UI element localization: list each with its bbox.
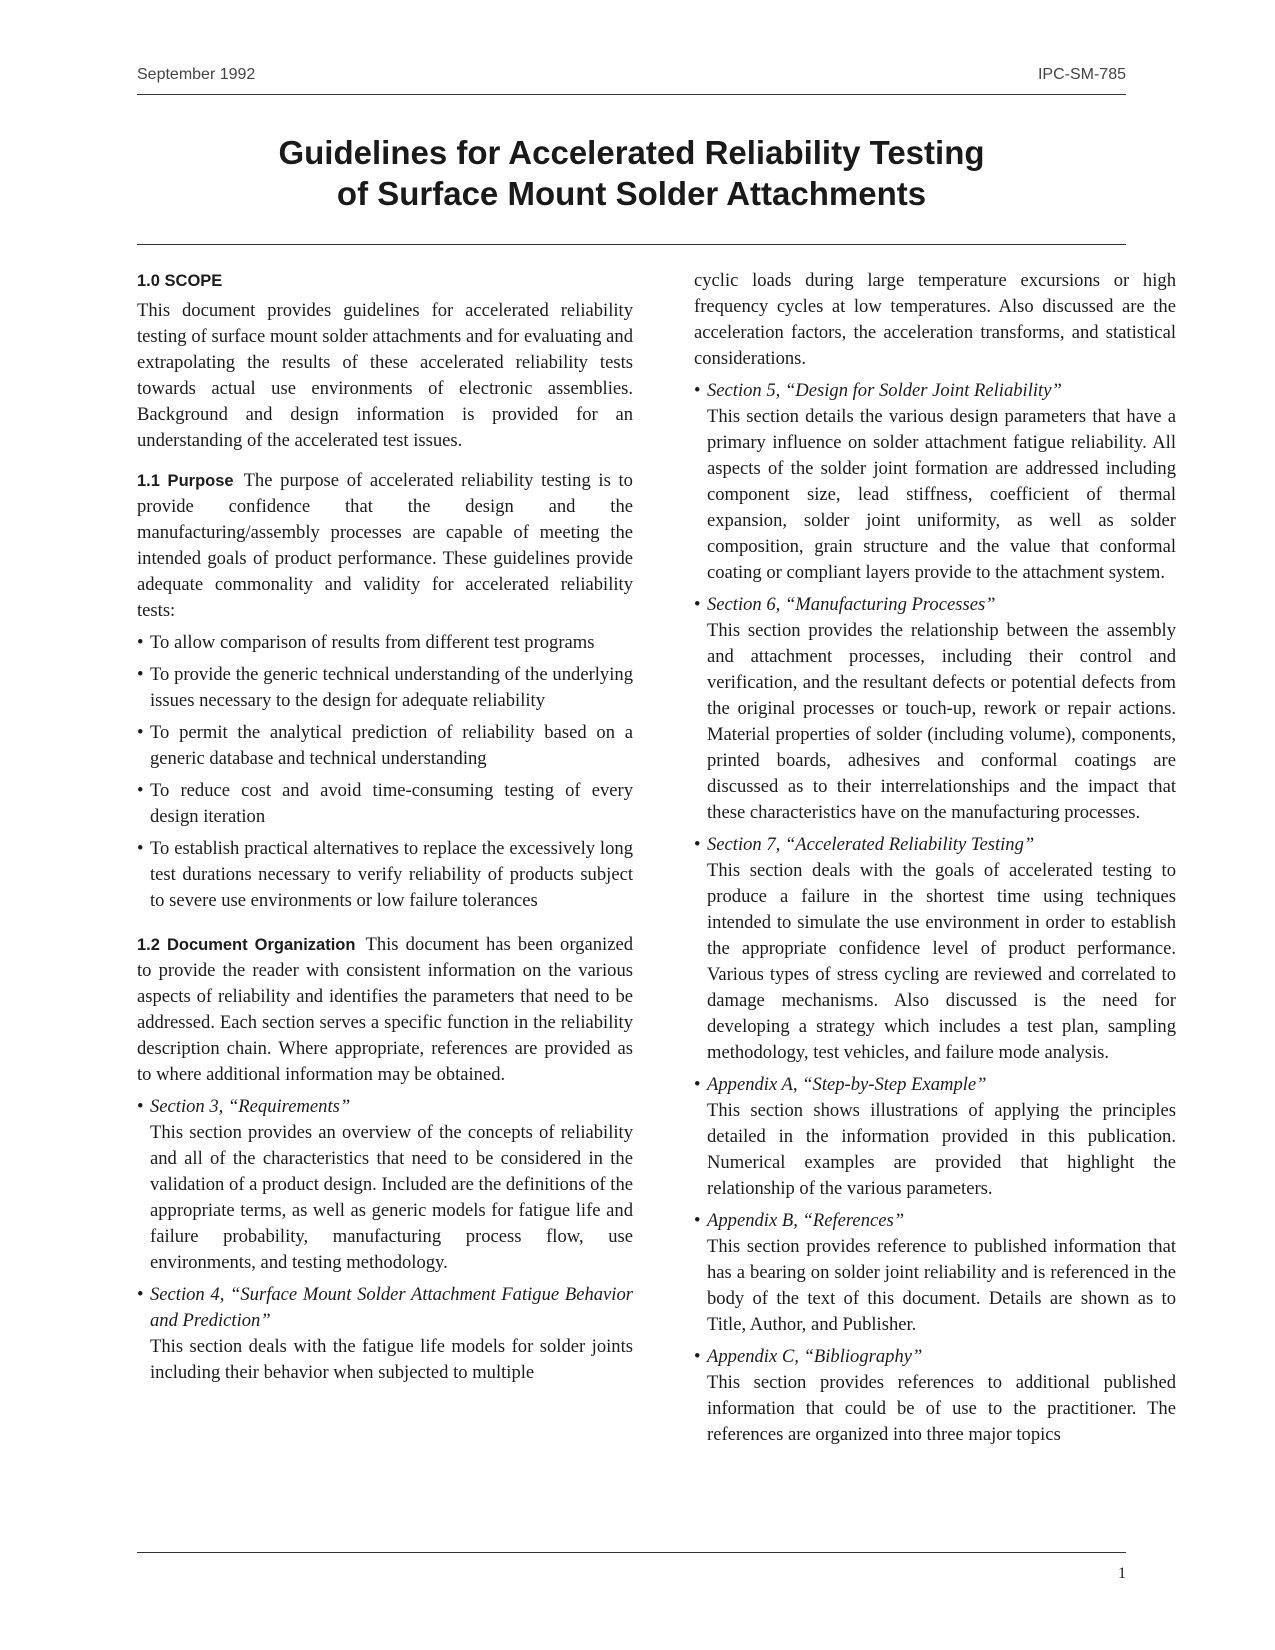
header-doc-id: IPC-SM-785 bbox=[1037, 66, 1126, 83]
section-item-body: This section deals with the fatigue life models for solder joints including their behavior when subjected to multiple bbox=[150, 1336, 633, 1383]
section-item bbox=[694, 592, 1176, 826]
section-item-title: • Section 7, “Accelerated Reliability Testing” bbox=[707, 834, 1035, 855]
right-column bbox=[694, 268, 1176, 1454]
section-item-body: This section shows illustrations of applying the principles detailed in the information provided in this publication. Numerical examples are provided that highlight the relationship of the various parameters. bbox=[707, 1100, 1176, 1199]
header-date: September 1992 bbox=[137, 66, 256, 83]
left-column bbox=[137, 268, 633, 1392]
section-item-title: • Section 3, “Requirements” bbox=[150, 1096, 351, 1117]
organization-body: This document has been organized to provide the reader with consistent information on the various aspects of reliability and identifies the parameters that need to be addressed. Each section serves a specific function in the reliability description chain. Where appropriate, references are provided as to where additional information may be obtained. bbox=[137, 934, 633, 1085]
organization-heading: 1.2 Document Organization bbox=[137, 936, 356, 954]
scope-heading: 1.0 SCOPE bbox=[137, 272, 223, 290]
page-header bbox=[137, 62, 1126, 95]
organization-paragraph bbox=[137, 932, 633, 1088]
section-item-title: • Section 6, “Manufacturing Processes” bbox=[707, 594, 996, 615]
section-item-body: This section provides references to additional published information that could be of use to the practitioner. The references are organized into three major topics bbox=[707, 1372, 1176, 1445]
section-item-body: This section deals with the goals of accelerated testing to produce a failure in the shortest time using techniques intended to simulate the use environment in order to establish the appropriate confidence level of product performance. Various types of stress cycling are reviewed and correlated to damage mechanisms. Also discussed is the need for developing a strategy which includes a test plan, sampling methodology, test vehicles, and failure mode analysis. bbox=[707, 860, 1176, 1063]
section-item-title: • Appendix A, “Step-by-Step Example” bbox=[707, 1074, 987, 1095]
section-item bbox=[694, 1344, 1176, 1448]
section-item bbox=[137, 1282, 633, 1386]
purpose-bullet: • To allow comparison of results from different test programs bbox=[137, 630, 633, 656]
section-item-body: This section provides reference to published information that has a bearing on solder joint reliability and is referenced in the body of the text of this document. Details are shown as to Title, Author, and Publisher. bbox=[707, 1236, 1176, 1335]
purpose-body: The purpose of accelerated reliability testing is to provide confidence that the design and the manufacturing/assembly processes are capable of meeting the intended goals of product performance. These guidelines provide adequate commonality and validity for accelerated reliability tests: bbox=[137, 470, 633, 621]
section-item-title: • Appendix C, “Bibliography” bbox=[707, 1346, 923, 1367]
document-title bbox=[137, 132, 1126, 245]
page-footer bbox=[137, 1552, 1126, 1601]
scope-body: This document provides guidelines for accelerated reliability testing of surface mount solder attachments and for evaluating and extrapolating the results of these accelerated reliability tests towards actual use environments of electronic assemblies. Background and design information is provided for an understanding of the accelerated test issues. bbox=[137, 300, 633, 451]
section-list-right bbox=[694, 378, 1176, 1448]
purpose-bullet: • To permit the analytical prediction of reliability based on a generic database and technical understanding bbox=[137, 720, 633, 772]
purpose-bullet: • To provide the generic technical understanding of the underlying issues necessary to the design for adequate reliability bbox=[137, 662, 633, 714]
purpose-bullet: • To reduce cost and avoid time-consuming testing of every design iteration bbox=[137, 778, 633, 830]
section-item bbox=[137, 1094, 633, 1276]
section-item bbox=[694, 1072, 1176, 1202]
section-item-body: This section provides an overview of the concepts of reliability and all of the characteristics that need to be considered in the validation of a product design. Included are the definitions of the appropriate terms, as well as generic models for fatigue life and failure probability, manufacturing process flow, use environments, and testing methodology. bbox=[150, 1122, 633, 1273]
page-number: 1 bbox=[1118, 1565, 1126, 1582]
continuation-text: cyclic loads during large temperature excursions or high frequency cycles at low temperatures. Also discussed are the acceleration factors, the acceleration transforms, and statistical considerations. bbox=[694, 270, 1176, 369]
section-item-body: This section details the various design parameters that have a primary influence on solder attachment fatigue reliability. All aspects of the solder joint formation are addressed including component size, lead stiffness, coefficient of thermal expansion, solder joint uniformity, as well as solder composition, grain structure and the value that conformal coating or compliant layers provide to the attachment system. bbox=[707, 406, 1176, 583]
purpose-bullet: • To establish practical alternatives to replace the excessively long test durations necessary to verify reliability of products subject to severe use environments or low failure tolerances bbox=[137, 836, 633, 914]
section-item-title: • Section 5, “Design for Solder Joint Reliability” bbox=[707, 380, 1062, 401]
section-item bbox=[694, 1208, 1176, 1338]
purpose-heading: 1.1 Purpose bbox=[137, 472, 234, 490]
section-item-title: • Appendix B, “References” bbox=[707, 1210, 905, 1231]
section-item bbox=[694, 378, 1176, 586]
section-list-left bbox=[137, 1094, 633, 1386]
section-item bbox=[694, 832, 1176, 1066]
purpose-bullet-list bbox=[137, 630, 633, 914]
title-line-2: of Surface Mount Solder Attachments bbox=[336, 175, 927, 212]
section-item-title: • Section 4, “Surface Mount Solder Attachment Fatigue Behavior and Prediction” bbox=[150, 1284, 633, 1331]
section-item-body: This section provides the relationship between the assembly and attachment processes, including their control and verification, and the resultant defects or potential defects from the original processes or touch-up, rework or repair actions. Material properties of solder (including volume), components, printed boards, adhesives and conformal coatings are discussed as to their interrelationships and the impact that these characteristics have on the manufacturing processes. bbox=[707, 620, 1176, 823]
purpose-paragraph bbox=[137, 468, 633, 624]
title-line-1: Guidelines for Accelerated Reliability Testing bbox=[278, 134, 985, 171]
